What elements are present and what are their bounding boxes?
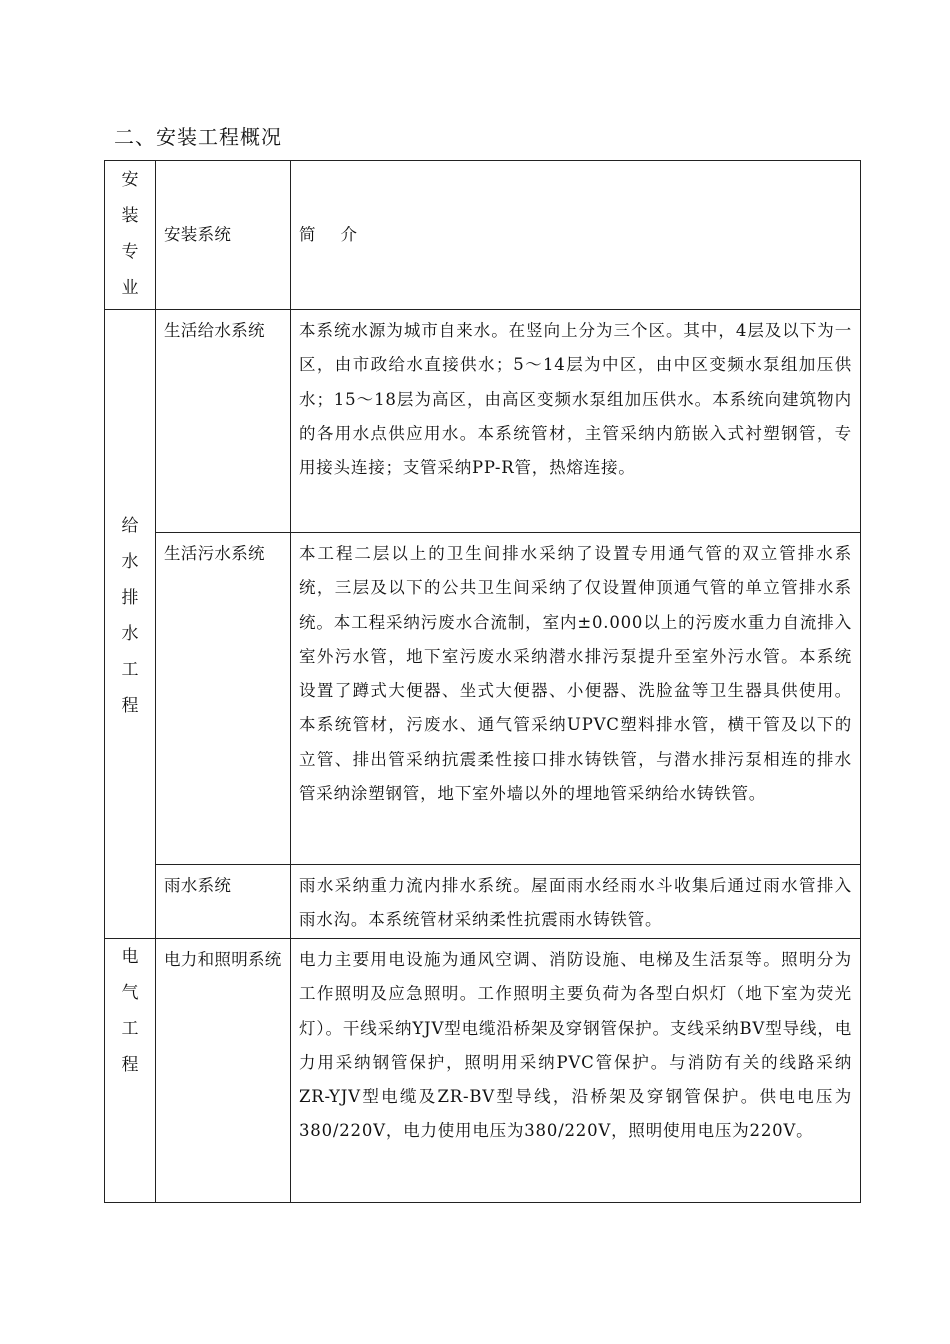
system-cell <box>156 310 291 533</box>
system-description: 本工程二层以上的卫生间排水采纳了设置专用通气管的双立管排水系统，三层及以下的公共卫生间采纳了仅设置伸顶通气管的单立管排水系统。本工程采纳污废水合流制，室内±0.000以上的污废水重力自流排入室外污水管，地下室污废水采纳潜水排污泵提升至室外污水管。本系统设置了蹲式大便器、坐式大便器、小便器、洗脸盆等卫生器具供使用。本系统管材，污废水、通气管采纳UPVC塑料排水管，横干管及以下的立管、排出管采纳抗震柔性接口排水铸铁管，与潜水排污泵相连的排水管采纳涂塑钢管，地下室外墙以外的埋地管采纳给水铸铁管。 <box>299 544 852 804</box>
table-row <box>105 533 861 865</box>
system-description: 电力主要用电设施为通风空调、消防设施、电梯及生活泵等。照明分为工作照明及应急照明。工作照明主要负荷为各型白炽灯（地下室为荧光灯）。干线采纳YJV型电缆沿桥架及穿钢管保护。支线采纳BV型导线，电力用采纳钢管保护，照明用采纳PVC管保护。与消防有关的线路采纳ZR-YJV型电缆及ZR-BV型导线，沿桥架及穿钢管保护。供电电压为380/220V，电力使用电压为380/220V，照明使用电压为220V。 <box>299 950 852 1141</box>
header-discipline-cell <box>105 161 156 310</box>
installation-overview-table <box>104 160 861 1203</box>
description-cell <box>291 533 861 865</box>
table-row <box>105 939 861 1203</box>
system-cell <box>156 939 291 1203</box>
description-cell <box>291 939 861 1203</box>
system-name: 生活给水系统 <box>164 321 265 340</box>
table-row <box>105 865 861 939</box>
discipline-plumbing: 给水排水工程 <box>121 515 139 716</box>
system-description: 本系统水源为城市自来水。在竖向上分为三个区。其中，4层及以下为一区，由市政给水直接供水；5～14层为中区，由中区变频水泵组加压供水；15～18层为高区，由高区变频水泵组加压供水。本系统向建筑物内的各用水点供应用水。本系统管材，主管采纳内筋嵌入式衬塑钢管，专用接头连接；支管采纳PP-R管，热熔连接。 <box>299 321 852 478</box>
discipline-cell-plumbing <box>105 310 156 939</box>
header-system-cell <box>156 161 291 310</box>
header-system: 安装系统 <box>164 225 232 244</box>
system-name: 雨水系统 <box>164 876 232 895</box>
system-cell <box>156 533 291 865</box>
section-heading: 二、安装工程概况 <box>114 125 282 149</box>
discipline-cell-electrical <box>105 939 156 1203</box>
header-intro: 简 介 <box>299 224 358 244</box>
description-cell <box>291 310 861 533</box>
header-discipline: 安装专业 <box>121 170 139 298</box>
table-row <box>105 310 861 533</box>
system-name: 电力和照明系统 <box>164 950 282 969</box>
description-cell <box>291 865 861 939</box>
system-description: 雨水采纳重力流内排水系统。屋面雨水经雨水斗收集后通过雨水管排入雨水沟。本系统管材采纳柔性抗震雨水铸铁管。 <box>299 876 852 930</box>
discipline-electrical: 电气工程 <box>121 947 139 1075</box>
header-intro-cell <box>291 161 861 310</box>
system-cell <box>156 865 291 939</box>
system-name: 生活污水系统 <box>164 544 265 563</box>
table-header-row <box>105 161 861 310</box>
